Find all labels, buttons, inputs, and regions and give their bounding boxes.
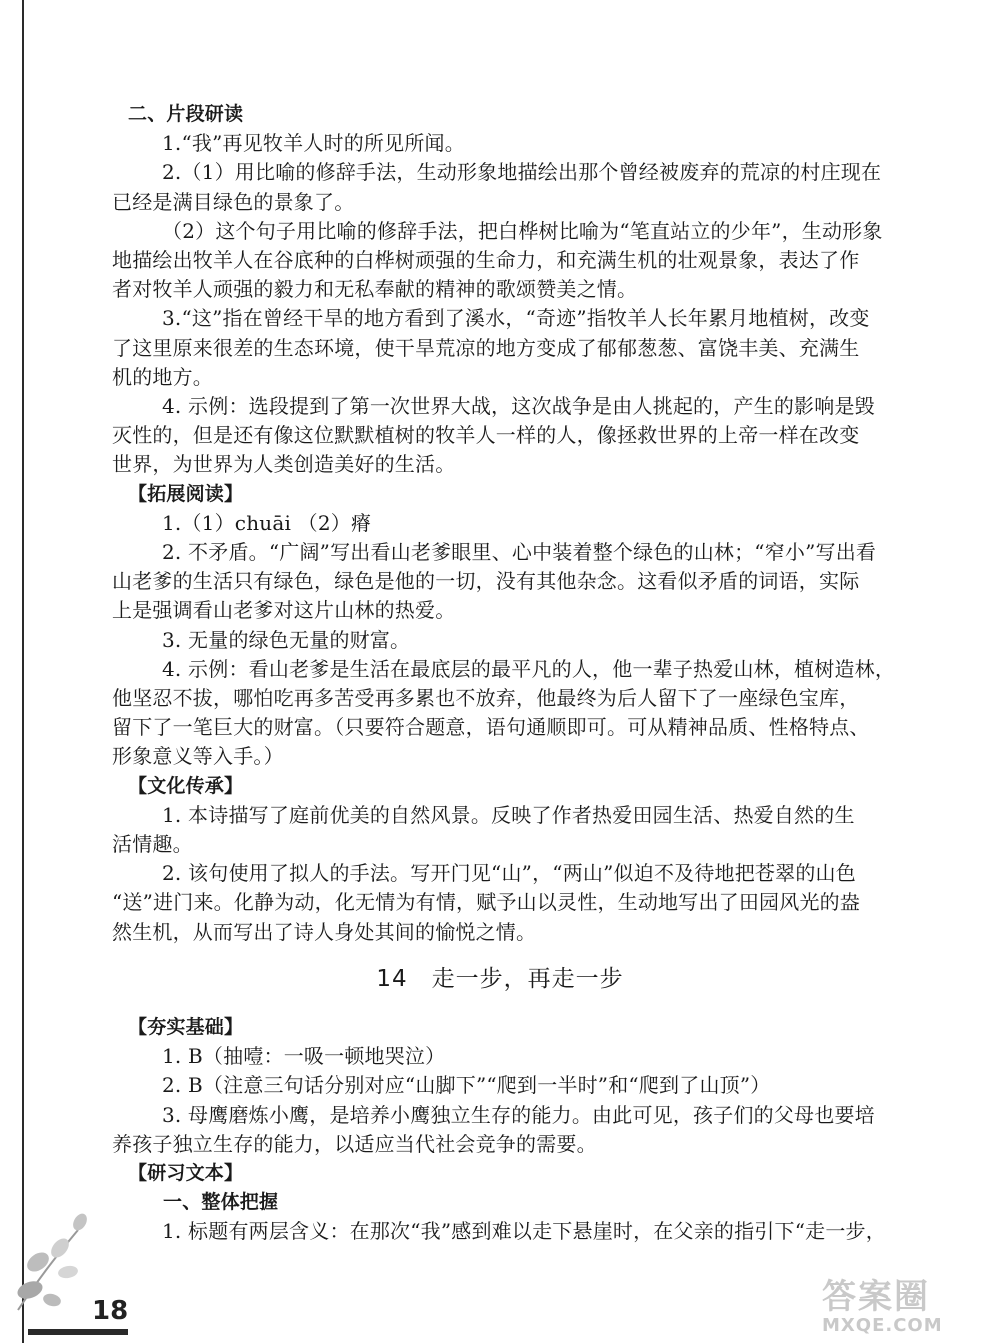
page-left-rule — [22, 0, 24, 1343]
text-line: 活情趣。 — [112, 832, 193, 856]
text-line: （2）这个句子用比喻的修辞手法，把白桦树比喻为“笔直站立的少年”，生动形象 — [162, 218, 883, 243]
text-line: 2.（1）用比喻的修辞手法，生动形象地描绘出那个曾经被废弃的荒凉的村庄现在 — [162, 160, 882, 185]
text-line: 山老爹的生活只有绿色，绿色是他的一切，没有其他杂念。这看似矛盾的词语，实际 — [112, 569, 860, 594]
text-line: 1. 标题有两层含义：在那次“我”感到难以走下悬崖时，在父亲的指引下“走一步， — [162, 1219, 886, 1244]
watermark-url: MXQE.COM — [822, 1315, 943, 1336]
text-line: 养孩子独立生存的能力，以适应当代社会竞争的需要。 — [112, 1131, 597, 1156]
text-line: 3. 母鹰磨炼小鹰，是培养小鹰独立生存的能力。由此可见，孩子们的父母也要培 — [162, 1102, 875, 1127]
text-line: 然生机，从而写出了诗人身处其间的愉悦之情。 — [112, 919, 537, 944]
watermark — [822, 1278, 992, 1338]
text-line: 他坚忍不拔，哪怕吃再多苦受再多累也不放弃，他最终为后人留下了一座绿色宝库， — [112, 686, 860, 710]
text-line: 2. 不矛盾。“广阔”写出看山老爹眼里、心中装着整个绿色的山林；“窄小”写出看 — [162, 540, 877, 564]
text-line: 留下了一笔巨大的财富。（只要符合题意，语句通顺即可。可从精神品质、性格特点、 — [112, 715, 870, 740]
text-line: 1. B（抽噎：一吸一顿地哭泣） — [162, 1044, 446, 1069]
text-line: 了这里原来很差的生态环境，使干旱荒凉的地方变成了郁郁葱葱、富饶丰美、充满生 — [112, 335, 860, 360]
text-line: 形象意义等入手。） — [112, 744, 284, 769]
text-line: 1.（1）chuāi （2）瘠 — [162, 510, 372, 535]
chapter-title: 14 走一步，再走一步 — [376, 966, 624, 992]
section-heading: 【研习文本】 — [128, 1162, 244, 1184]
section-heading: 一、整体把握 — [163, 1191, 279, 1214]
text-line: 者对牧羊人顽强的毅力和无私奉献的精神的歌颂赞美之情。 — [112, 277, 638, 302]
section-heading: 【夯实基础】 — [128, 1016, 244, 1038]
section-heading: 二、片段研读 — [128, 103, 244, 125]
text-line: 机的地方。 — [112, 364, 213, 389]
text-line: 4. 示例：看山老爹是生活在最底层的最平凡的人，他一辈子热爱山林，植树造林， — [162, 656, 896, 681]
section-heading: 【拓展阅读】 — [128, 482, 244, 505]
text-line: 灭性的，但是还有像这位默默植树的牧羊人一样的人，像拯救世界的上帝一样在改变 — [112, 423, 860, 448]
text-line: 2. B（注意三句话分别对应“山脚下”“爬到一半时”和“爬到了山顶”） — [162, 1073, 771, 1098]
text-line: 上是强调看山老爹对这片山林的热爱。 — [112, 598, 456, 623]
text-line: 3. 无量的绿色无量的财富。 — [162, 627, 411, 652]
text-line: 4. 示例：选段提到了第一次世界大战，这次战争是由人挑起的，产生的影响是毁 — [162, 394, 875, 418]
watermark-logo: 答案圈 — [822, 1277, 930, 1317]
text-line: 世界，为世界为人类创造美好的生活。 — [112, 452, 456, 477]
text-line: 1.“我”再见牧羊人时的所见所闻。 — [162, 131, 465, 156]
text-line: 2. 该句使用了拟人的手法。写开门见“山”，“两山”似迫不及待地把苍翠的山色 — [162, 861, 856, 886]
text-line: 已经是满目绿色的景象了。 — [112, 189, 355, 214]
page-number-bar — [28, 1329, 128, 1335]
leaf-decoration-icon — [8, 1200, 98, 1320]
text-line: 3.“这”指在曾经干旱的地方看到了溪水，“奇迹”指牧羊人长年累月地植树，改变 — [162, 306, 870, 331]
page-number: 18 — [92, 1296, 129, 1326]
text-line: 地描绘出牧羊人在谷底种的白桦树顽强的生命力，和充满生机的壮观景象，表达了作 — [112, 248, 860, 272]
text-line: 1. 本诗描写了庭前优美的自然风景。反映了作者热爱田园生活、热爱自然的生 — [162, 802, 855, 827]
section-heading: 【文化传承】 — [128, 774, 244, 797]
text-line: “送”进门来。化静为动，化无情为有情，赋予山以灵性，生动地写出了田园风光的盎 — [112, 890, 861, 915]
